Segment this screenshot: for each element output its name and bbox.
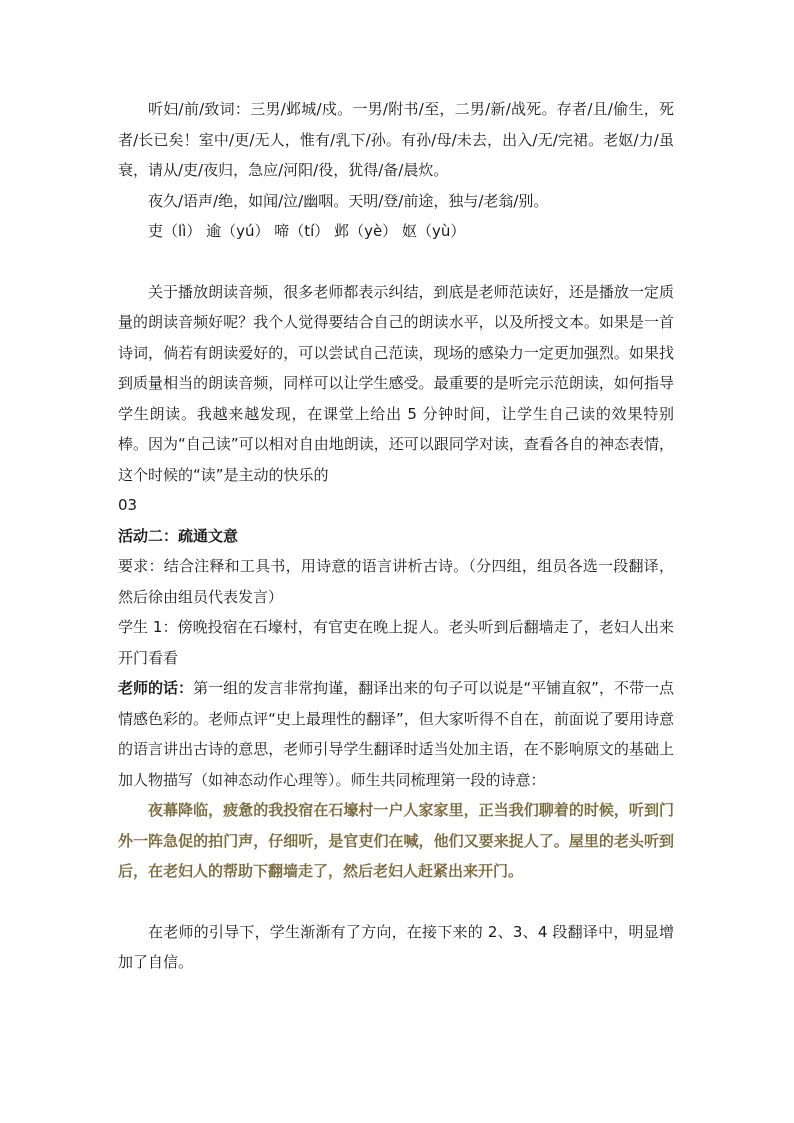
sample-translation: 夜幕降临，疲惫的我投宿在石壕村一户人家家里，正当我们聊着的时候，听到门外一阵急促的拍门声，仔细听，是官吏们在喊，他们又要来捉人了。屋里的老头听到后，在老妇人的帮助下翻墙走了，然后老妇人赶紧出来开门。 bbox=[118, 801, 674, 880]
teacher-comment bbox=[118, 673, 674, 795]
commentary-paragraph: 关于播放朗读音频，很多老师都表示纠结，到底是老师范读好，还是播放一定质量的朗读音频好呢？我个人觉得要结合自己的朗读水平，以及所授文本。如果是一首诗词，倘若有朗读爱好的，可以尝试自己范读，现场的感染力一定更加强烈。如果找到质量相当的朗读音频，同样可以让学生感受。最重要的是听完示范朗读，如何指导学生朗读。我越来越发现，在课堂上给出 5 分钟时间，让学生自己读的效果特别棒。因为“自己读”可以相对自由地朗读，还可以跟同学对读，查看各自的神态表情，这个时候的“读”是主动的快乐的 bbox=[118, 282, 674, 484]
poem-line-1: 听妇/前/致词：三男/邺城/戍。一男/附书/至，二男/新/战死。存者/且/偷生，死者/长已矣！室中/更/无人，惟有/乳下/孙。有孙/母/未去，出入/无/完裙。老妪/力/虽衰，请从/吏/夜归，急应/河阳/役，犹得/备/晨炊。 bbox=[118, 100, 674, 179]
student-1-answer: 学生 1：傍晚投宿在石壕村，有官吏在晚上捉人。老头听到后翻墙走了，老妇人出来开门看看 bbox=[118, 618, 674, 667]
teacher-text: 第一组的发言非常拘谨，翻译出来的句子可以说是“平铺直叙”，不带一点情感色彩的。老师点评“史上最理性的翻译”，但大家听得不自在，前面说了要用诗意的语言讲出古诗的意思，老师引导学生翻译时适当处加主语，在不影响原文的基础上加人物描写（如神态动作心理等）。师生共同梳理第一段的诗意： bbox=[118, 679, 674, 789]
teacher-label: 老师的话： bbox=[118, 679, 194, 697]
spacer bbox=[118, 247, 674, 277]
section-number: 03 bbox=[118, 496, 138, 514]
pronunciation-notes: 吏（lì） 逾（yú） 啼（tí） 邺（yè） 妪（yù） bbox=[148, 222, 466, 240]
activity-requirement: 要求：结合注释和工具书，用诗意的语言讲析古诗。（分四组，组员各选一段翻译，然后徐由组员代表发言） bbox=[118, 557, 674, 606]
closing-paragraph: 在老师的引导下，学生渐渐有了方向，在接下来的 2、3、4 段翻译中，明显增加了自信。 bbox=[118, 922, 674, 971]
activity-title: 活动二：疏通文意 bbox=[118, 526, 239, 545]
poem-line-2: 夜久/语声/绝，如闻/泣/幽咽。天明/登/前途，独与/老翁/别。 bbox=[148, 191, 549, 210]
spacer bbox=[118, 887, 674, 917]
